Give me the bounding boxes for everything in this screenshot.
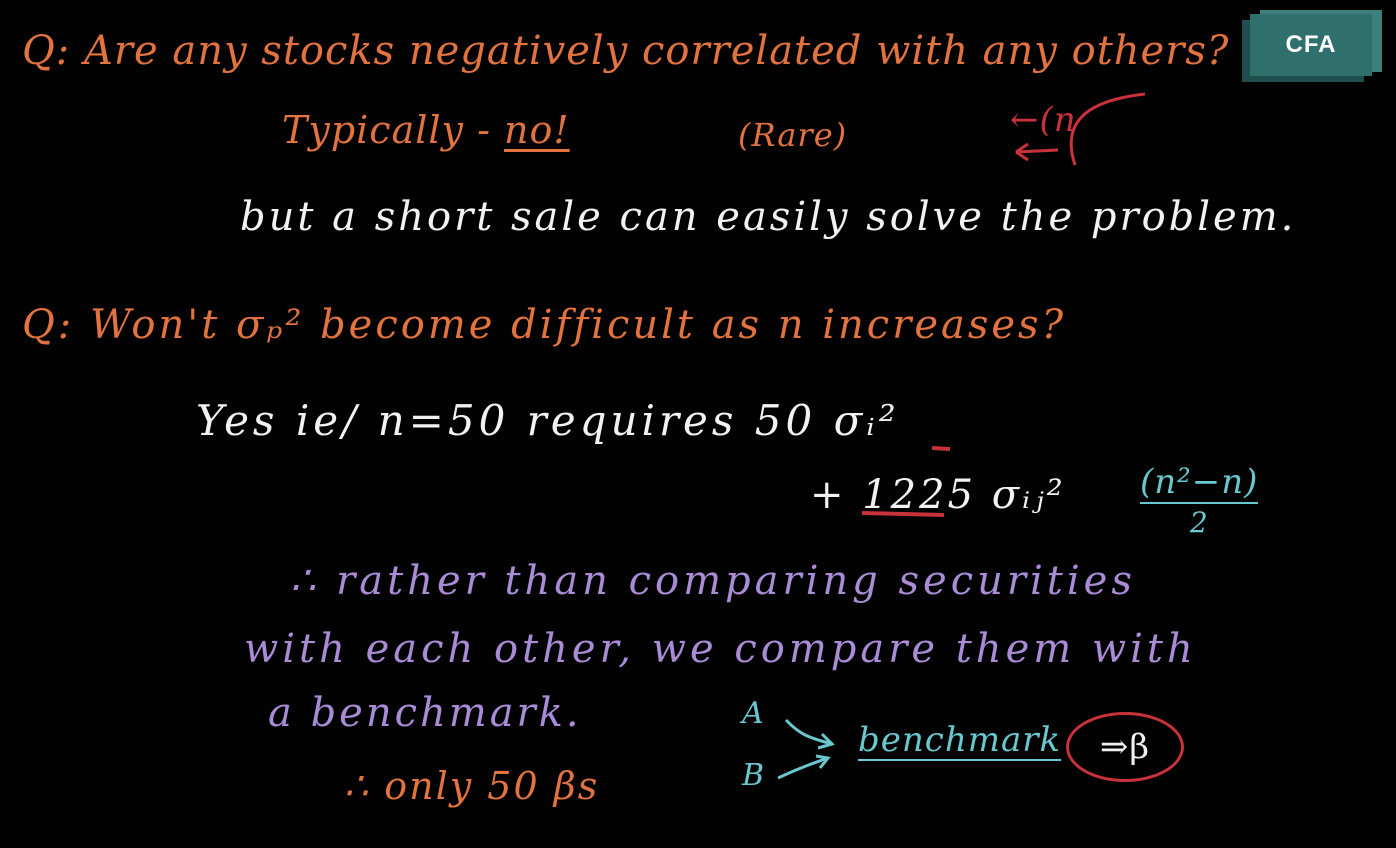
short-sale-line: but a short sale can easily solve the problem.	[240, 194, 1297, 240]
typically-text: Typically -	[282, 108, 505, 152]
beta-circle	[1066, 712, 1184, 782]
only-50-betas: ∴ only 50 βs	[344, 764, 600, 808]
covariance-count-line: + 1225 σᵢⱼ²	[810, 472, 1066, 518]
beta-result: ⇒β	[1099, 727, 1151, 767]
curved-arrow-stroke	[1071, 94, 1145, 165]
conclusion-line-3: a benchmark.	[268, 690, 582, 736]
logo-text: CFA	[1285, 31, 1337, 58]
no-emphasis: no!	[504, 108, 570, 152]
security-b-label: B	[742, 758, 766, 793]
yes-requires-line: Yes ie/ n=50 requires 50 σᵢ²	[196, 396, 900, 445]
security-a-label: A	[742, 696, 765, 731]
formula-denominator: 2	[1140, 502, 1258, 539]
underline-50	[932, 448, 950, 449]
benchmark-label: benchmark	[858, 720, 1062, 760]
cfa-logo	[1250, 14, 1372, 76]
rare-note: (Rare)	[738, 116, 848, 154]
typically-answer	[282, 108, 570, 152]
arrow-a	[786, 720, 832, 748]
conclusion-line-2: with each other, we compare them with	[244, 626, 1197, 672]
formula-numerator: (n²−n)	[1140, 462, 1259, 502]
pairs-formula	[1140, 462, 1258, 539]
question-correlation: Q: Are any stocks negatively correlated with any others?	[22, 28, 1230, 74]
left-arrow-stroke	[1016, 144, 1058, 160]
question-variance: Q: Won't σₚ² become difficult as n increases?	[22, 302, 1067, 348]
conclusion-line-1: ∴ rather than comparing securities	[290, 558, 1136, 604]
n-side-note: ←(n	[1010, 100, 1077, 140]
arrow-b	[778, 756, 828, 778]
